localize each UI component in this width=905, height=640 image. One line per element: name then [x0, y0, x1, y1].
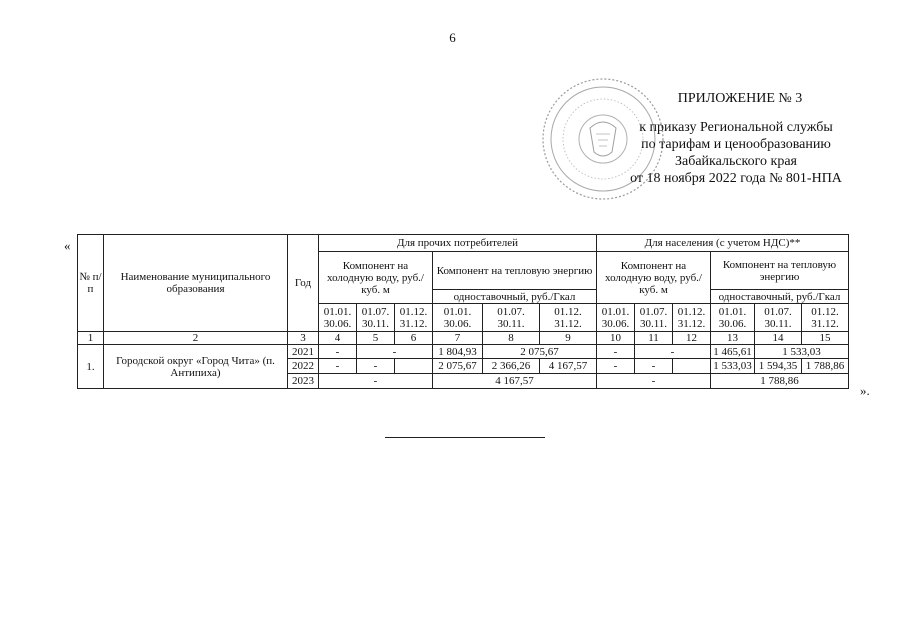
- period-cell: 01.07. 30.11.: [483, 304, 540, 332]
- col-number: 15: [802, 332, 849, 345]
- header-others-one-part: одноставочный, руб./Гкал: [433, 290, 597, 304]
- header-others-heat: Компонент на тепловую энергию: [433, 252, 597, 290]
- header-others-cold-water: Компонент на холодную воду, руб./куб. м: [319, 252, 433, 304]
- appendix-block: [560, 90, 860, 187]
- period-cell: 01.12. 31.12.: [673, 304, 711, 332]
- cell: 2 366,26: [483, 359, 540, 374]
- cell: -: [597, 359, 635, 374]
- period-cell: 01.07. 30.11.: [635, 304, 673, 332]
- appendix-line-3: Забайкальского края: [674, 154, 797, 169]
- appendix-line-1: к приказу Региональной службы: [639, 120, 833, 135]
- col-number: 14: [755, 332, 802, 345]
- header-num: № п/п: [78, 235, 104, 332]
- cell: 4 167,57: [433, 374, 597, 389]
- period-cell: 01.12. 31.12.: [395, 304, 433, 332]
- col-number: 9: [540, 332, 597, 345]
- cell: 1 465,61: [711, 345, 755, 359]
- cell: 1 788,86: [711, 374, 849, 389]
- cell: -: [635, 359, 673, 374]
- col-number: 10: [597, 332, 635, 345]
- period-cell: 01.01. 30.06.: [433, 304, 483, 332]
- col-number: 13: [711, 332, 755, 345]
- period-cell: 01.07. 30.11.: [755, 304, 802, 332]
- cell: [673, 359, 711, 374]
- cell: 1 594,35: [755, 359, 802, 374]
- header-population: Для населения (с учетом НДС)**: [597, 235, 849, 252]
- col-number: 2: [104, 332, 288, 345]
- header-pop-heat: Компонент на тепловую энергию: [711, 252, 849, 290]
- cell: 1 788,86: [802, 359, 849, 374]
- cell: -: [319, 374, 433, 389]
- col-number: 12: [673, 332, 711, 345]
- closing-rule: [385, 437, 545, 438]
- header-pop-cold-water: Компонент на холодную воду, руб./куб. м: [597, 252, 711, 304]
- col-number: 8: [483, 332, 540, 345]
- period-cell: 01.01. 30.06.: [597, 304, 635, 332]
- page-number: 6: [449, 30, 456, 45]
- col-number: 1: [78, 332, 104, 345]
- cell: -: [319, 359, 357, 374]
- row-num: 1.: [78, 345, 104, 389]
- appendix-line-4: от 18 ноября 2022 года № 801-НПА: [630, 171, 842, 186]
- table-row: [78, 345, 849, 359]
- col-number: 5: [357, 332, 395, 345]
- header-year: Год: [288, 235, 319, 332]
- cell: 1 533,03: [711, 359, 755, 374]
- period-cell: 01.12. 31.12.: [802, 304, 849, 332]
- cell: -: [319, 345, 357, 359]
- header-pop-one-part: одноставочный, руб./Гкал: [711, 290, 849, 304]
- cell: 4 167,57: [540, 359, 597, 374]
- cell: -: [357, 359, 395, 374]
- col-number: 11: [635, 332, 673, 345]
- row-name: Городской округ «Город Чита» (п. Антипиха): [104, 345, 288, 389]
- appendix-line-2: по тарифам и ценообразованию: [641, 137, 831, 152]
- cell: -: [635, 345, 711, 359]
- cell: -: [597, 374, 711, 389]
- period-cell: 01.07. 30.11.: [357, 304, 395, 332]
- cell: 1 533,03: [755, 345, 849, 359]
- open-quote: «: [64, 238, 71, 253]
- row-year: 2023: [288, 374, 319, 389]
- cell: 2 075,67: [433, 359, 483, 374]
- tariff-table: [77, 234, 849, 389]
- cell: -: [357, 345, 433, 359]
- header-name: Наименование муниципального образования: [104, 235, 288, 332]
- cell: 1 804,93: [433, 345, 483, 359]
- col-number: 7: [433, 332, 483, 345]
- cell: [395, 359, 433, 374]
- row-year: 2022: [288, 359, 319, 374]
- row-year: 2021: [288, 345, 319, 359]
- close-quote: ».: [860, 383, 870, 398]
- cell: -: [597, 345, 635, 359]
- col-number: 4: [319, 332, 357, 345]
- header-others: Для прочих потребителей: [319, 235, 597, 252]
- period-cell: 01.01. 30.06.: [319, 304, 357, 332]
- cell: 2 075,67: [483, 345, 597, 359]
- period-cell: 01.12. 31.12.: [540, 304, 597, 332]
- period-cell: 01.01. 30.06.: [711, 304, 755, 332]
- col-number: 6: [395, 332, 433, 345]
- col-number: 3: [288, 332, 319, 345]
- appendix-title: ПРИЛОЖЕНИЕ № 3: [677, 91, 803, 106]
